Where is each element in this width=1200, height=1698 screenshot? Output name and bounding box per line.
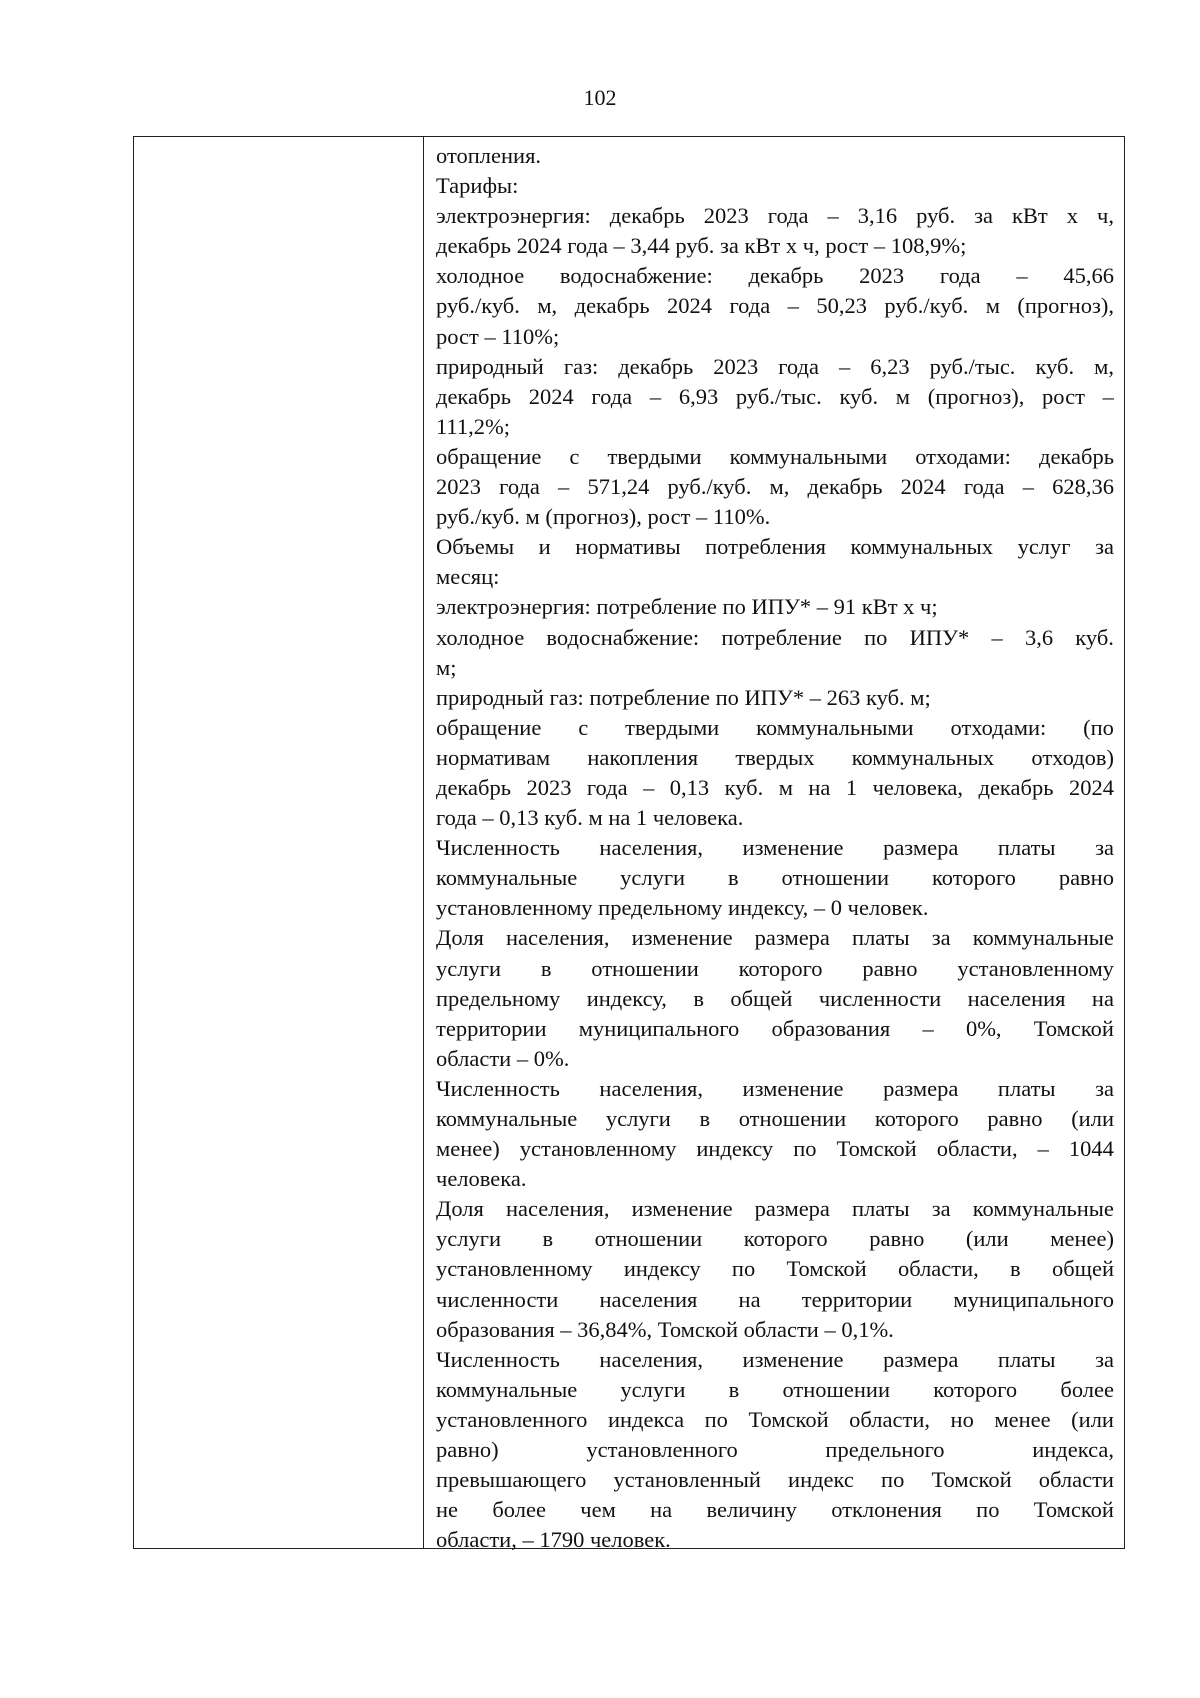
text-line: Численность населения, изменение размера платы за — [436, 1346, 1114, 1372]
paragraph — [436, 592, 1114, 622]
paragraph — [436, 1074, 1114, 1194]
paragraph — [436, 713, 1114, 833]
text-line: руб./куб. м (прогноз), рост – 110%. — [436, 504, 771, 530]
paragraph — [436, 352, 1114, 442]
text-line: руб./куб. м, декабрь 2024 года – 50,23 руб./куб. м (прогноз), — [436, 293, 1114, 319]
text-line: 2023 года – 571,24 руб./куб. м, декабрь 2024 года – 628,36 — [436, 474, 1114, 500]
paragraph — [436, 623, 1114, 683]
table-cell-left — [134, 137, 424, 1548]
text-line: Тарифы: — [436, 173, 519, 199]
text-line: установленному предельному индексу, – 0 человек. — [436, 895, 929, 921]
text-line: образования – 36,84%, Томской области – 0,1%. — [436, 1316, 894, 1342]
text-line: электроэнергия: потребление по ИПУ* – 91 кВт х ч; — [436, 594, 938, 620]
text-line: обращение с твердыми коммунальными отходами: (по — [436, 714, 1114, 740]
text-line: нормативам накопления твердых коммунальных отходов) — [436, 744, 1114, 770]
text-line: природный газ: потребление по ИПУ* – 263 куб. м; — [436, 684, 931, 710]
paragraph — [436, 532, 1114, 592]
text-line: менее) установленному индексу по Томской области, – 1044 — [436, 1136, 1114, 1162]
text-line: установленному индексу по Томской области, в общей — [436, 1256, 1114, 1282]
text-line: электроэнергия: декабрь 2023 года – 3,16 руб. за кВт х ч, — [436, 203, 1114, 229]
text-line: холодное водоснабжение: декабрь 2023 года – 45,66 — [436, 263, 1114, 289]
text-line: 111,2%; — [436, 413, 510, 439]
table — [133, 136, 1125, 1553]
paragraph — [436, 442, 1114, 532]
text-line: года – 0,13 куб. м на 1 человека. — [436, 805, 744, 831]
text-line: отопления. — [436, 143, 542, 168]
text-line: области, – 1790 человек. — [436, 1527, 671, 1553]
paragraph — [436, 1194, 1114, 1344]
paragraph — [436, 1345, 1114, 1556]
text-line: коммунальные услуги в отношении которого более — [436, 1376, 1114, 1402]
text-line: декабрь 2024 года – 3,44 руб. за кВт х ч, рост – 108,9%; — [436, 233, 967, 259]
text-line: месяц: — [436, 564, 500, 590]
paragraph — [436, 171, 1114, 201]
paragraph — [436, 201, 1114, 261]
text-line: человека. — [436, 1166, 527, 1192]
text-line: установленного индекса по Томской области, но менее (или — [436, 1406, 1114, 1432]
text-line: Объемы и нормативы потребления коммунальных услуг за — [436, 534, 1114, 560]
text-line: территории муниципального образования – 0%, Томской — [436, 1015, 1114, 1041]
text-line: холодное водоснабжение: потребление по ИПУ* – 3,6 куб. — [436, 624, 1114, 650]
text-line: Доля населения, изменение размера платы за коммунальные — [436, 1196, 1114, 1222]
text-line: Доля населения, изменение размера платы за коммунальные — [436, 925, 1114, 951]
text-line: Численность населения, изменение размера платы за — [436, 835, 1114, 861]
text-line: услуги в отношении которого равно установленному — [436, 955, 1114, 981]
text-line: декабрь 2023 года – 0,13 куб. м на 1 человека, декабрь 2024 — [436, 774, 1114, 800]
text-line: не более чем на величину отклонения по Томской — [436, 1497, 1114, 1523]
text-line: услуги в отношении которого равно (или менее) — [436, 1226, 1114, 1252]
paragraph — [436, 923, 1114, 1073]
text-line: численности населения на территории муниципального — [436, 1286, 1114, 1312]
paragraph — [436, 261, 1114, 351]
paragraph — [436, 683, 1114, 713]
paragraph — [436, 141, 1114, 171]
page-number: 102 — [583, 85, 617, 110]
paragraph — [436, 833, 1114, 923]
text-line: обращение с твердыми коммунальными отходами: декабрь — [436, 443, 1114, 469]
text-line: коммунальные услуги в отношении которого равно — [436, 865, 1114, 891]
text-line: области – 0%. — [436, 1045, 570, 1071]
text-line: рост – 110%; — [436, 323, 560, 349]
text-line: предельному индексу, в общей численности населения на — [436, 985, 1114, 1011]
text-line: декабрь 2024 года – 6,93 руб./тыс. куб. м (прогноз), рост – — [436, 383, 1114, 409]
text-line: превышающего установленный индекс по Томской области — [436, 1467, 1114, 1493]
text-line: коммунальные услуги в отношении которого равно (или — [436, 1106, 1114, 1131]
text-line: равно) установленного предельного индекса, — [436, 1437, 1114, 1463]
text-line: м; — [436, 654, 457, 680]
table-cell-right — [426, 137, 1124, 1555]
text-line: природный газ: декабрь 2023 года – 6,23 руб./тыс. куб. м, — [436, 353, 1114, 379]
text-line: Численность населения, изменение размера платы за — [436, 1075, 1114, 1101]
